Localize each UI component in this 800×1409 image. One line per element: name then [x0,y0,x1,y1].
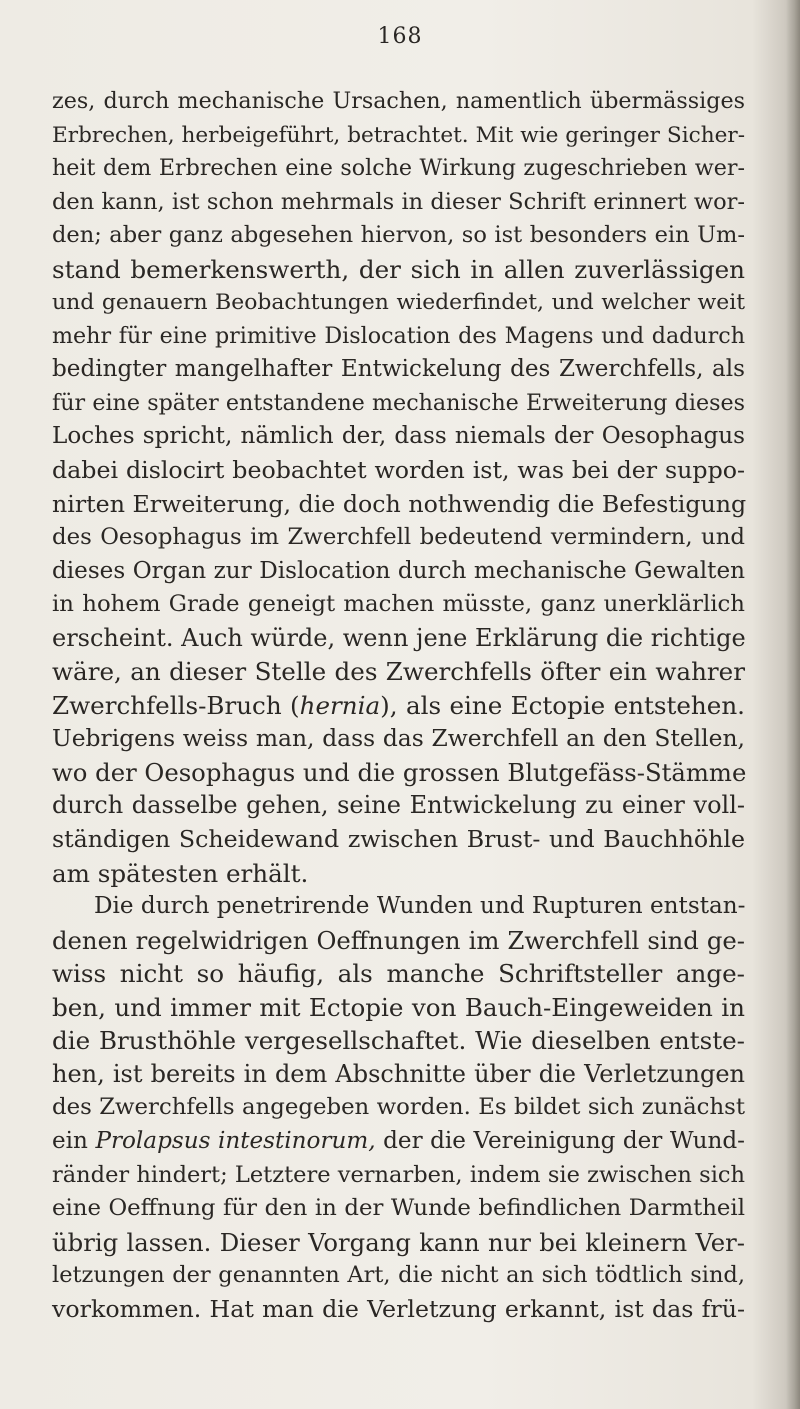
text-line: den kann, ist schon mehrmals in dieser Schrift erinnert wor- [52,188,745,215]
text-line [52,1125,745,1159]
text-line: nirten Erweiterung, die doch nothwendig die Befestigung [52,489,747,518]
page-edge-shadow [786,0,800,1409]
text-line: hen, ist bereits in dem Abschnitte über die Verletzungen [52,1059,745,1088]
text-line: durch dasselbe gehen, seine Entwickelung zu einer voll- [52,791,745,820]
text-line: die Brusthöhle vergesellschaftet. Wie dieselben entste- [52,1026,745,1056]
text-line: und genauern Beobachtungen wiederfindet, und welcher weit [52,290,745,316]
text-line: mehr für eine primitive Dislocation des Magens und dadurch [52,322,745,349]
text-line: am spätesten erhält. [52,858,309,888]
text-line: letzungen der genannten Art, die nicht an sich tödtlich sind, [52,1262,745,1289]
text-line: bedingter mangelhafter Entwickelung des Zwerchfells, als [52,356,745,383]
text-line: Die durch penetrirende Wunden und Rupturen entstan- [94,893,746,920]
text-line: stand bemerkenswerth, der sich in allen zuverlässigen [52,254,745,284]
text-line: des Zwerchfells angegeben worden. Es bildet sich zunächst [52,1094,745,1121]
text-line: eine Oeffnung für den in der Wunde befindlichen Darmtheil [52,1195,745,1222]
text-line: Erbrechen, herbeigeführt, betrachtet. Mit wie geringer Sicher- [52,122,745,148]
italic-term: hernia [299,690,381,720]
text-line: des Oesophagus im Zwerchfell bedeutend vermindern, und [52,524,745,551]
text-line: vorkommen. Hat man die Verletzung erkannt, ist das frü- [52,1294,745,1323]
text-line: ränder hindert; Letztere vernarben, indem sie zwischen sich [52,1161,745,1188]
text-line: wäre, an dieser Stelle des Zwerchfells öfter ein wahrer [52,657,745,687]
text-line: in hohem Grade geneigt machen müsste, ganz unerklärlich [52,591,745,618]
text-line: denen regelwidrigen Oeffnungen im Zwerchfell sind ge- [52,925,745,955]
text-line: wiss nicht so häufig, als manche Schriftsteller ange- [52,959,745,989]
text-line [52,689,745,723]
text-line: wo der Oesophagus und die grossen Blutgefäss-Stämme [52,757,747,787]
text-segment: der die Vereinigung der Wund- [375,1127,745,1154]
text-line: heit dem Erbrechen eine solche Wirkung zugeschrieben wer- [52,155,745,182]
text-line: Uebrigens weiss man, dass das Zwerchfell an den Stellen, [52,724,745,753]
text-line: Loches spricht, nämlich der, dass niemals der Oesophagus [52,423,745,450]
text-line: für eine später entstandene mechanische Erweiterung dieses [52,389,745,416]
text-line: zes, durch mechanische Ursachen, namentlich übermässiges [52,88,745,114]
text-line: ben, und immer mit Ectopie von Bauch-Eingeweiden in [52,992,745,1022]
text-line: erscheint. Auch würde, wenn jene Erklärung die richtige [52,623,746,652]
italic-term: Prolapsus intestinorum, [95,1127,376,1154]
text-line: dieses Organ zur Dislocation durch mechanische Gewalten [52,557,745,584]
text-line: dabei dislocirt beobachtet worden ist, was bei der suppo- [52,456,745,485]
page-number: 168 [377,24,423,49]
text-segment: Zwerchfells-Bruch ( [52,690,300,720]
text-line: ständigen Scheidewand zwischen Brust- und Bauchhöhle [52,825,745,854]
text-line: übrig lassen. Dieser Vorgang kann nur bei kleinern Ver- [52,1227,745,1257]
text-line: den; aber ganz abgesehen hiervon, so ist besonders ein Um- [52,222,745,249]
body-text [52,85,745,1326]
text-segment: ein [52,1127,96,1154]
text-segment: ), als eine Ectopie entstehen. [380,690,745,720]
